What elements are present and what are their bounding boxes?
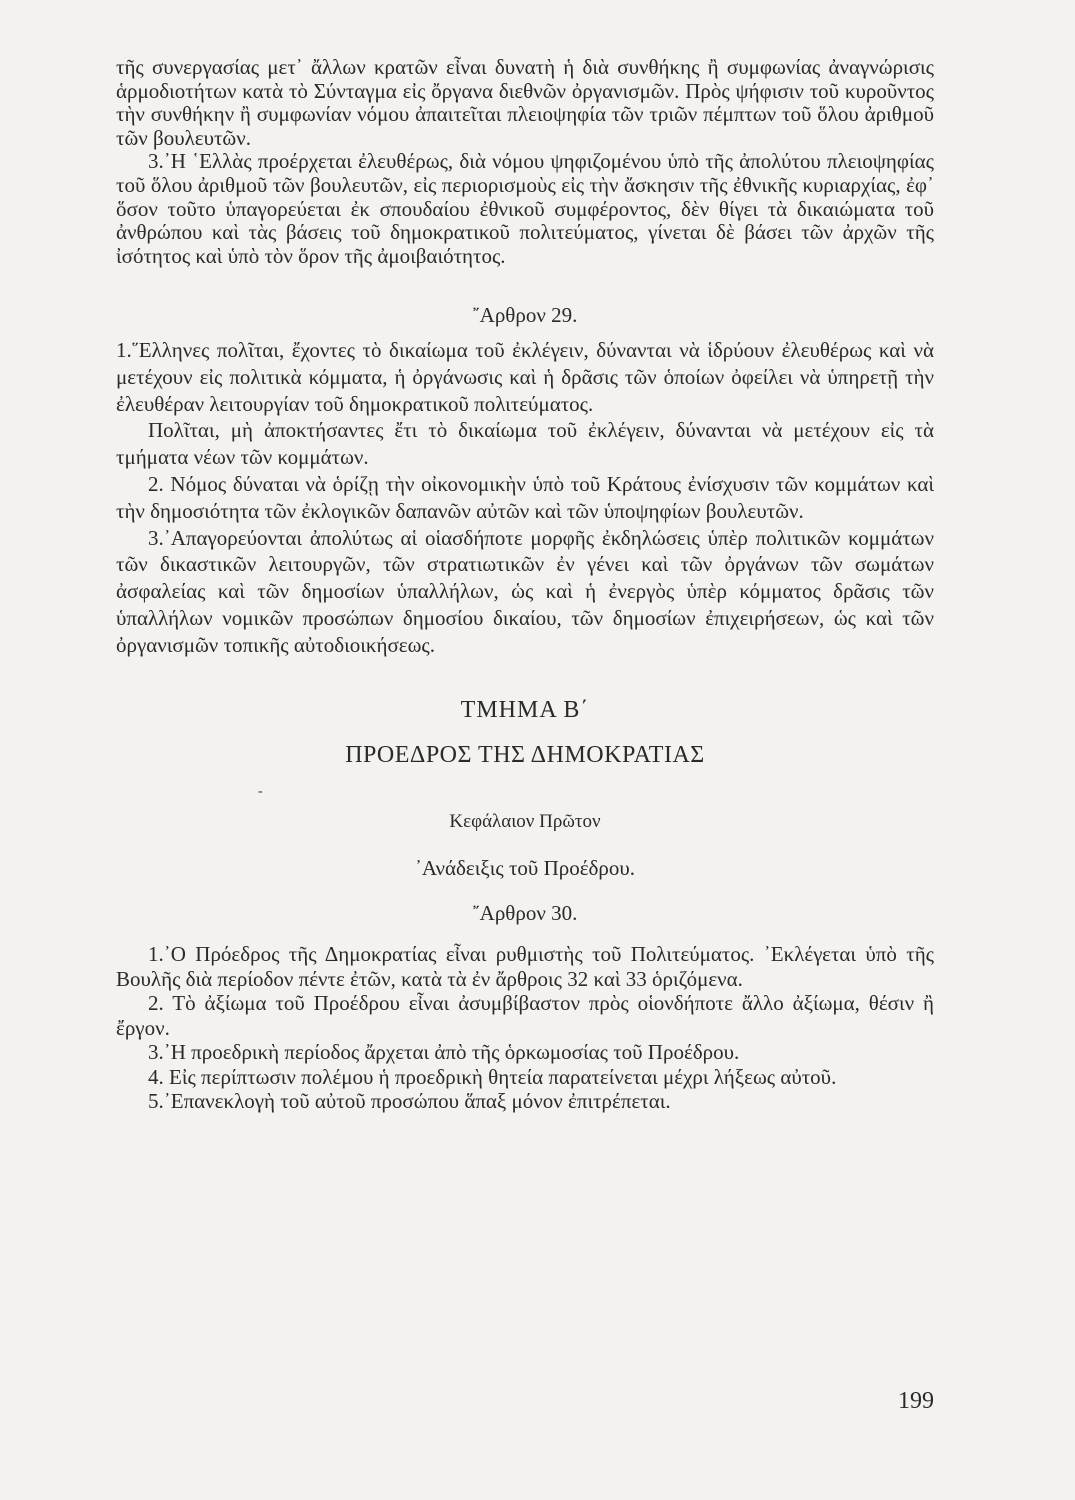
article-29-paragraph: 1.῞Ελληνες πολῖται, ἔχοντες τὸ δικαίωμα τοῦ ἐκλέγειν, δύνανται νὰ ἱδρύουν ἐλευθέρως καὶ νὰ μετέχουν εἰς πολιτικὰ κόμματα, ἡ ὀργάνωσις καὶ ἡ δρᾶσις τῶν ὁποίων ὀφείλει νὰ ὑπηρετῇ τὴν ἐλευθέραν λειτουργίαν τοῦ δημοκρατικοῦ πολιτεύματος. [116, 337, 934, 416]
page-body [116, 56, 934, 1114]
article-29-heading: ῎Αρθρον 29. [472, 303, 578, 328]
article-30-paragraph: 2. Τὸ ἀξίωμα τοῦ Προέδρου εἶναι ἀσυμβίβαστον πρὸς οἱονδήποτε ἄλλο ἀξίωμα, θέσιν ἢ ἔργον. [116, 991, 934, 1040]
dash-mark-text: - [258, 783, 263, 799]
article-29-paragraph: 3.᾽Απαγορεύονται ἀπολύτως αἱ οἱασδήποτε μορφῆς ἐκδηλώσεις ὑπὲρ πολιτικῶν κομμάτων τῶν δικαστικῶν λειτουργῶν, τῶν στρατιωτικῶν ἐν γένει καὶ τῶν ὀργάνων τῶν σωμάτων ἀσφαλείας καὶ τῶν δημοσίων ὑπαλλήλων, ὡς καὶ ἡ ἐνεργὸς ὑπὲρ κόμματος δρᾶσις τῶν ὑπαλλήλων νομικῶν προσώπων δημοσίου δικαίου, τῶν δημοσίων ἐπιχειρήσεων, ὡς καὶ τῶν ὀργανισμῶν τοπικῆς αὐτοδιοικήσεως. [116, 525, 934, 657]
article-30-paragraph: 4. Εἰς περίπτωσιν πολέμου ἡ προεδρικὴ θητεία παρατείνεται μέχρι λήξεως αὐτοῦ. [148, 1064, 837, 1089]
intro-paragraph: τῆς συνεργασίας μετ᾽ ἄλλων κρατῶν εἶναι δυνατὴ ἡ διὰ συνθήκης ἢ συμφωνίας ἀναγνώρισις ἁρμοδιοτήτων κατὰ τὸ Σύνταγμα εἰς ὄργανα διεθνῶν ὀργανισμῶν. Πρὸς ψήφισιν τοῦ κυροῦντος τὴν συνθήκην ἢ συμφωνίαν νόμου ἀπαιτεῖται πλειοψηφία τῶν τριῶν πέμπτων τοῦ ὅλου ἀριθμοῦ τῶν βουλευτῶν. [116, 55, 934, 150]
article-30-heading: ῎Αρθρον 30. [472, 900, 578, 925]
chapter-title: ᾽Ανάδειξις τοῦ Προέδρου. [414, 856, 636, 881]
section-title: ΤΜΗΜΑ Β΄ [460, 696, 590, 723]
section-subtitle: ΠΡΟΕΔΡΟΣ ΤΗΣ ΔΗΜΟΚΡΑΤΙΑΣ [345, 742, 705, 769]
article-30-body [116, 942, 934, 1114]
article-30-paragraph: 3.᾽Η προεδρικὴ περίοδος ἄρχεται ἀπὸ τῆς ὁρκωμοσίας τοῦ Προέδρου. [148, 1040, 740, 1065]
intro-paragraph: 3.᾽Η ῾Ελλὰς προέρχεται ἐλευθέρως, διὰ νόμου ψηφιζομένου ὑπὸ τῆς ἀπολύτου πλειοψηφίας τοῦ ὅλου ἀριθμοῦ τῶν βουλευτῶν, εἰς περιορισμοὺς εἰς τὴν ἄσκησιν τῆς ἐθνικῆς κυριαρχίας, ἐφ᾽ ὅσον τοῦτο ὑπαγορεύεται ἐκ σπουδαίου ἐθνικοῦ συμφέροντος, δὲν θίγει τὰ δικαιώματα τοῦ ἀνθρώπου καὶ τὰς βάσεις τοῦ δημοκρατικοῦ πολιτεύματος, γίνεται δὲ βάσει τῶν ἀρχῶν τῆς ἰσότητος καὶ ὑπὸ τὸν ὅρον τῆς ἀμοιβαιότητος. [116, 149, 934, 268]
article-30-paragraph: 5.᾽Επανεκλογὴ τοῦ αὐτοῦ προσώπου ἅπαξ μόνον ἐπιτρέπεται. [148, 1089, 671, 1114]
page-number: 199 [898, 1388, 934, 1414]
article-29-paragraph: 2. Νόμος δύναται νὰ ὁρίζῃ τὴν οἰκονομικὴν ὑπὸ τοῦ Κράτους ἐνίσχυσιν τῶν κομμάτων καὶ τὴν δημοσιότητα τῶν ἐκλογικῶν δαπανῶν αὐτῶν καὶ τῶν ὑποψηφίων βουλευτῶν. [116, 471, 934, 523]
article-29-paragraph: Πολῖται, μὴ ἀποκτήσαντες ἔτι τὸ δικαίωμα τοῦ ἐκλέγειν, δύνανται νὰ μετέχουν εἰς τὰ τμήματα νέων τῶν κομμάτων. [116, 418, 934, 470]
article-30-paragraph: 1.᾽Ο Πρόεδρος τῆς Δημοκρατίας εἶναι ρυθμιστὴς τοῦ Πολιτεύματος. ᾽Εκλέγεται ὑπὸ τῆς Βουλῆς διὰ περίοδον πέντε ἐτῶν, κατὰ τὰ ἐν ἄρθροις 32 καὶ 33 ὁριζόμενα. [116, 942, 934, 991]
chapter-heading: Κεφάλαιον Πρῶτον [449, 810, 601, 832]
article-29-body [116, 337, 934, 659]
